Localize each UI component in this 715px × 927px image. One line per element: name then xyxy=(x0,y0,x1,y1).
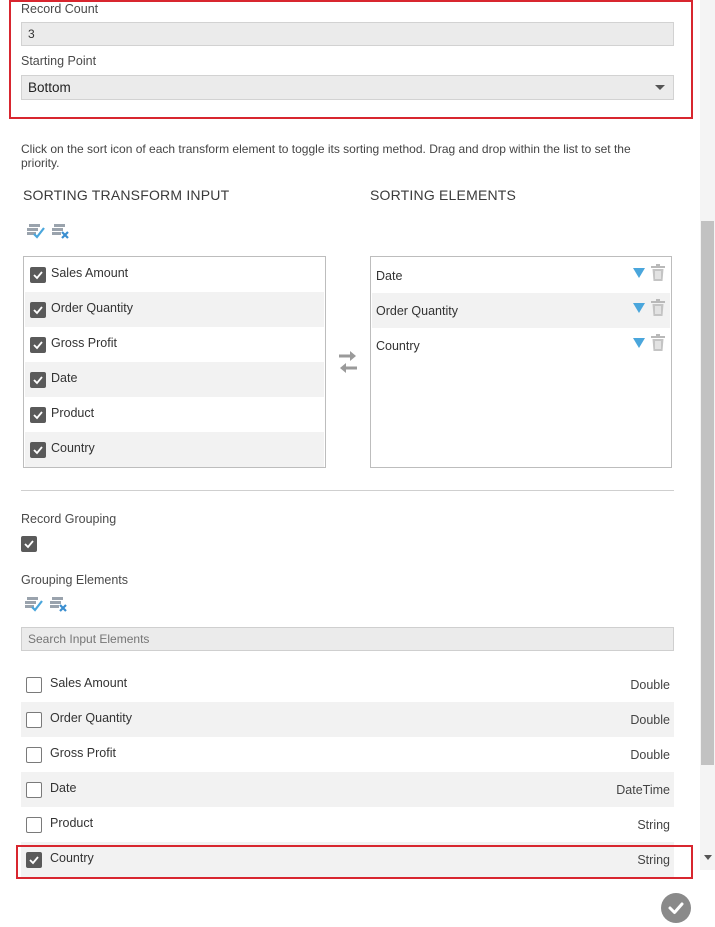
list-item[interactable] xyxy=(25,362,324,397)
sorting-elements-list xyxy=(370,256,672,468)
list-item-label: Country xyxy=(51,440,95,455)
grouping-item-type: DateTime xyxy=(616,782,670,797)
trash-icon[interactable] xyxy=(651,264,665,284)
select-all-icon[interactable] xyxy=(24,595,44,613)
clear-all-icon[interactable] xyxy=(51,222,71,240)
sort-descending-icon[interactable] xyxy=(633,337,645,351)
instructions-text: Click on the sort icon of each transform element to toggle its sorting method. Drag and drop within the list to set the priority. xyxy=(21,142,631,170)
grouping-item-type: Double xyxy=(630,712,670,727)
list-item[interactable] xyxy=(25,432,324,467)
checkbox-unchecked[interactable] xyxy=(26,782,42,798)
list-item-label: Country xyxy=(376,338,420,353)
transfer-arrows-icon[interactable] xyxy=(338,349,358,375)
grouping-item-label: Date xyxy=(50,780,77,795)
search-input[interactable] xyxy=(21,627,674,651)
grouping-item-label: Country xyxy=(50,850,94,865)
checkbox-unchecked[interactable] xyxy=(26,817,42,833)
grouping-item-type: Double xyxy=(630,747,670,762)
record-count-label: Record Count xyxy=(21,2,99,16)
record-grouping-label: Record Grouping xyxy=(21,512,117,526)
list-item[interactable] xyxy=(372,258,670,293)
scroll-down-arrow[interactable] xyxy=(704,855,712,860)
list-item-label: Date xyxy=(376,268,403,283)
grouping-item-type: String xyxy=(637,852,670,867)
list-item-label: Order Quantity xyxy=(376,303,458,318)
list-item-label: Date xyxy=(51,370,78,385)
record-settings-highlight xyxy=(9,0,693,119)
sort-descending-icon[interactable] xyxy=(633,267,645,281)
section-divider xyxy=(21,490,674,491)
checkbox-unchecked[interactable] xyxy=(26,677,42,693)
sort-descending-icon[interactable] xyxy=(633,302,645,316)
grouping-item-label: Sales Amount xyxy=(50,675,128,690)
starting-point-value: Bottom xyxy=(28,80,71,95)
checkbox-checked[interactable] xyxy=(30,372,46,388)
grouping-item-label: Gross Profit xyxy=(50,745,116,760)
checkbox-checked[interactable] xyxy=(30,407,46,423)
checkmark-icon xyxy=(667,899,685,917)
table-row[interactable] xyxy=(21,667,674,702)
list-item[interactable] xyxy=(25,327,324,362)
checkbox-checked[interactable] xyxy=(30,302,46,318)
sorting-elements-title: SORTING ELEMENTS xyxy=(370,187,517,203)
scrollbar-track[interactable] xyxy=(700,0,715,870)
checkbox-checked[interactable] xyxy=(30,267,46,283)
list-item[interactable] xyxy=(372,293,670,328)
grouping-elements-label: Grouping Elements xyxy=(21,573,129,587)
grouping-item-label: Order Quantity xyxy=(50,710,132,725)
list-item-label: Order Quantity xyxy=(51,300,133,315)
table-row[interactable] xyxy=(21,702,674,737)
clear-all-icon[interactable] xyxy=(49,595,69,613)
select-all-icon[interactable] xyxy=(26,222,46,240)
table-row[interactable] xyxy=(21,807,674,842)
list-item-label: Gross Profit xyxy=(51,335,117,350)
table-row[interactable] xyxy=(21,737,674,772)
grouping-item-label: Product xyxy=(50,815,94,830)
grouping-item-type: String xyxy=(637,817,670,832)
record-count-field[interactable] xyxy=(21,22,674,46)
checkbox-unchecked[interactable] xyxy=(26,747,42,763)
scrollbar-thumb[interactable] xyxy=(701,221,714,765)
checkbox-unchecked[interactable] xyxy=(26,712,42,728)
list-item[interactable] xyxy=(25,257,324,292)
trash-icon[interactable] xyxy=(651,299,665,319)
list-item[interactable] xyxy=(25,397,324,432)
list-item-label: Product xyxy=(51,405,95,420)
trash-icon[interactable] xyxy=(651,334,665,354)
record-grouping-checkbox[interactable] xyxy=(21,536,37,552)
list-item[interactable] xyxy=(25,292,324,327)
sorting-input-title: SORTING TRANSFORM INPUT xyxy=(23,187,230,203)
confirm-button[interactable] xyxy=(661,893,691,923)
checkbox-checked[interactable] xyxy=(30,337,46,353)
table-row[interactable] xyxy=(21,772,674,807)
chevron-down-icon xyxy=(655,85,665,90)
sorting-input-list xyxy=(23,256,326,468)
grouping-item-type: Double xyxy=(630,677,670,692)
record-count-value: 3 xyxy=(28,27,35,41)
list-item-label: Sales Amount xyxy=(51,265,129,280)
checkbox-checked[interactable] xyxy=(30,442,46,458)
list-item[interactable] xyxy=(372,328,670,363)
starting-point-label: Starting Point xyxy=(21,54,97,68)
country-row-highlight xyxy=(16,845,693,879)
starting-point-select[interactable] xyxy=(21,75,674,100)
